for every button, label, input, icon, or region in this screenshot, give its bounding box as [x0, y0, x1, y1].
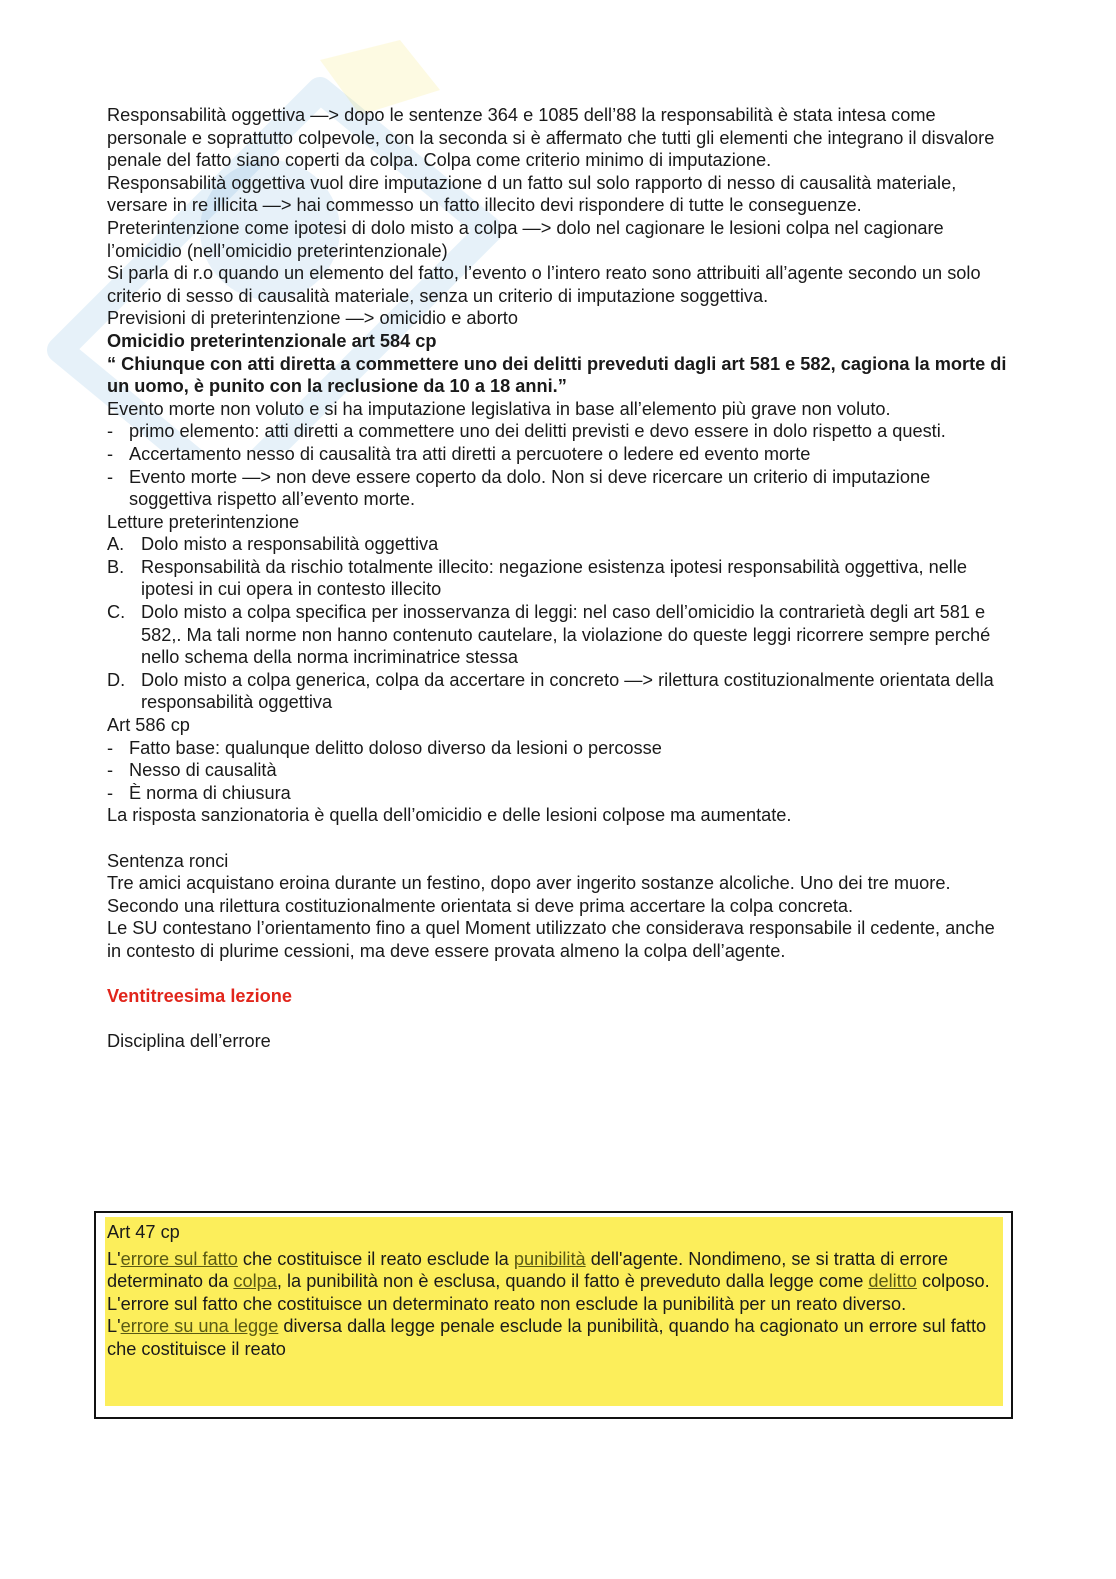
list-item: - Accertamento nesso di causalità tra atti diretti a percuotere o ledere ed evento morte — [107, 443, 811, 464]
art586-title: Art 586 cp — [107, 715, 190, 736]
link-delitto[interactable]: delitto — [868, 1271, 917, 1292]
paragraph-previsioni: Previsioni di preterintenzione —> omicidio e aborto — [107, 308, 518, 329]
art47-box — [94, 1211, 1013, 1419]
disciplina-title: Disciplina dell’errore — [107, 1031, 271, 1052]
link-errore-su-una-legge[interactable]: errore su una legge — [120, 1316, 279, 1337]
paragraph-evento: Evento morte non voluto e si ha imputazione legislativa in base all’elemento più grave non voluto. — [107, 398, 891, 419]
letter-marker: D. — [107, 669, 126, 690]
spacer — [107, 1008, 1007, 1031]
paragraph-risposta: La risposta sanzionatoria è quella dell’omicidio e delle lesioni colpose ma aumentate. — [107, 805, 792, 826]
list-item: B. Responsabilità da rischio totalmente illecito: negazione esistenza ipotesi responsabilità oggettiva, nelle ipotesi in cui opera in contesto illecito — [107, 556, 968, 600]
list-item: C. Dolo misto a colpa specifica per inosservanza di leggi: nel caso dell’omicidio la contrarietà degli art 581 e 582,. Ma tali norme non hanno contenuto cautelare, la violazione do queste leggi ricorrere sempre perché nello schema della norma incriminatrice stessa — [107, 602, 991, 668]
paragraph-oggettiva-1: Responsabilità oggettiva —> dopo le sentenze 364 e 1085 dell’88 la responsabilità è stata intesa come personale e soprattutto colpevole, con la seconda si è affermato che tutti gli elementi che integrano il disvalore penale del fatto siano coperti da colpa. Colpa come criterio minimo di imputazione. — [107, 105, 995, 171]
list-item: D. Dolo misto a colpa generica, colpa da accertare in concreto —> rilettura costituzionalmente orientata della responsabilità oggettiva — [107, 669, 994, 713]
list-item: - È norma di chiusura — [107, 782, 291, 803]
letture-list — [107, 533, 1007, 714]
dash-marker: - — [107, 760, 114, 781]
spacer — [107, 963, 1007, 986]
spacer — [107, 827, 1007, 850]
lesson-heading: Ventitreesima lezione — [107, 986, 292, 1007]
dash-list-art586 — [107, 737, 1007, 805]
dash-marker: - — [107, 737, 114, 758]
ronci-title: Sentenza ronci — [107, 850, 229, 871]
link-punibilita[interactable]: punibilità — [513, 1248, 586, 1269]
link-colpa[interactable]: colpa — [233, 1271, 277, 1292]
list-item: - primo elemento: atti diretti a commettere uno dei delitti previsti e devo essere in dolo rispetto a questi. — [107, 421, 946, 442]
dash-marker: - — [107, 466, 114, 487]
section-title-art584: Omicidio preterintenzionale art 584 cp — [107, 330, 437, 351]
paragraph-ronci-2: Secondo una rilettura costituzionalmente orientata si deve prima accertare la colpa concreta. — [107, 895, 854, 916]
art47-paragraph-3: L'errore su una legge diversa dalla legge penale esclude la punibilità, quando ha cagionato un errore sul fatto che costituisce il reato — [107, 1316, 987, 1359]
link-errore-sul-fatto[interactable]: errore sul fatto — [120, 1248, 238, 1269]
paragraph-ronci-1: Tre amici acquistano eroina durante un festino, dopo aver ingerito sostanze alcoliche. Uno dei tre muore. — [107, 873, 951, 894]
list-item: - Nesso di causalità — [107, 760, 277, 781]
letture-title: Letture preterintenzione — [107, 511, 300, 532]
dash-marker: - — [107, 443, 114, 464]
letter-marker: B. — [107, 556, 125, 577]
paragraph-ronci-3: Le SU contestano l’orientamento fino a quel Moment utilizzato che considerava responsabile il cedente, anche in contesto di plurime cessioni, ma deve essere provata almeno la colpa dell’agente. — [107, 918, 995, 961]
letter-marker: A. — [107, 534, 125, 555]
document-body — [107, 104, 1007, 1053]
art47-highlight — [105, 1217, 1003, 1406]
paragraph-oggettiva-2: Responsabilità oggettiva vuol dire imputazione d un fatto sul solo rapporto di nesso di causalità materiale, versare in re illicita —> hai commesso un fatto illecito devi rispondere di tutte le conseguenze. — [107, 172, 957, 216]
art47-paragraph-2: L'errore sul fatto che costituisce un determinato reato non esclude la punibilità per un reato diverso. — [107, 1293, 907, 1314]
list-item: A. Dolo misto a responsabilità oggettiva — [107, 534, 439, 555]
quote-art584: “ Chiunque con atti diretta a commettere uno dei delitti preveduti dagli art 581 e 582, cagiona la morte di un uomo, è punito con la reclusione da 10 a 18 anni.” — [107, 353, 1007, 397]
art47-paragraph-1: L'errore sul fatto che costituisce il reato esclude la punibilità dell'agente. Nondimeno, se si tratta di errore determinato da colpa, la punibilità non è esclusa, quando il fatto è preveduto dalla legge come delitto colposo. — [107, 1248, 990, 1292]
list-item: - Fatto base: qualunque delitto doloso diverso da lesioni o percosse — [107, 737, 662, 758]
dash-marker: - — [107, 421, 114, 442]
dash-list-elements — [107, 420, 1007, 510]
paragraph-preterintenzione: Preterintenzione come ipotesi di dolo misto a colpa —> dolo nel cagionare le lesioni colpa nel cagionare l’omicidio (nell’omicidio preterintenzionale) — [107, 217, 944, 261]
list-item: - Evento morte —> non deve essere coperto da dolo. Non si deve ricercare un criterio di imputazione soggettiva rispetto all’evento morte. — [107, 466, 931, 510]
paragraph-ro: Si parla di r.o quando un elemento del fatto, l’evento o l’intero reato sono attribuiti all’agente secondo un solo criterio di sesso di causalità materiale, senza un criterio di imputazione soggettiva. — [107, 263, 981, 306]
letter-marker: C. — [107, 602, 126, 623]
dash-marker: - — [107, 782, 114, 803]
art47-title: Art 47 cp — [107, 1222, 180, 1242]
